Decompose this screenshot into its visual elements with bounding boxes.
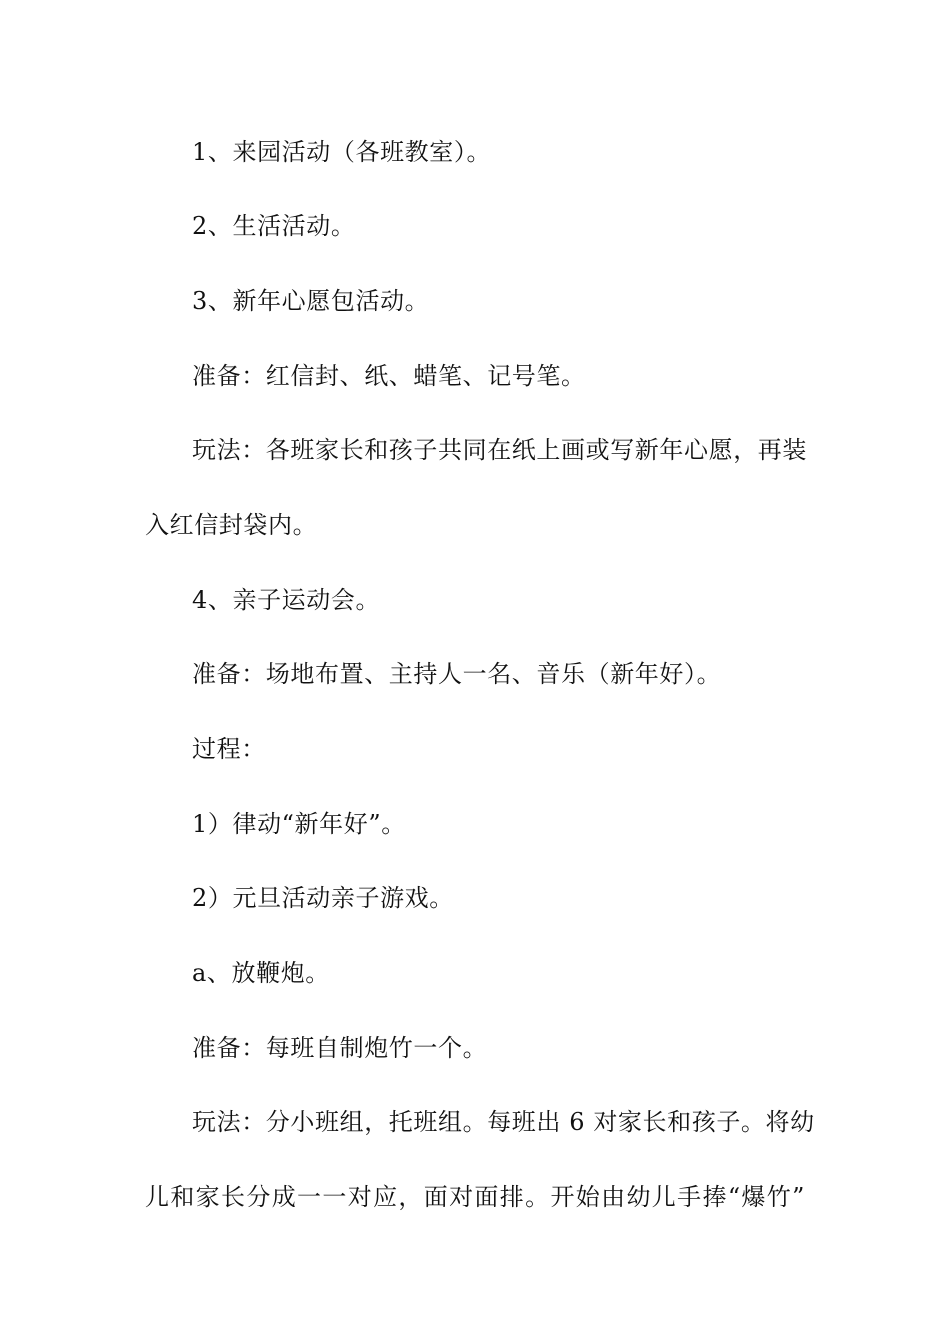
paragraph-line-12: a、放鞭炮。 — [192, 959, 330, 987]
paragraph-line-7: 4、亲子运动会。 — [192, 586, 381, 614]
paragraph-line-10: 1）律动“新年好”。 — [192, 810, 406, 838]
paragraph-line-14: 玩法：分小班组，托班组。每班出 6 对家长和孩子。将幼 — [192, 1108, 815, 1136]
paragraph-line-2: 2、生活活动。 — [192, 212, 356, 240]
paragraph-line-9: 过程： — [192, 735, 266, 763]
paragraph-line-3: 3、新年心愿包活动。 — [192, 287, 430, 315]
paragraph-line-13: 准备：每班自制炮竹一个。 — [192, 1034, 488, 1062]
paragraph-line-4: 准备：红信封、纸、蜡笔、记号笔。 — [192, 362, 586, 390]
paragraph-line-11: 2）元旦活动亲子游戏。 — [192, 884, 454, 912]
paragraph-line-8: 准备：场地布置、主持人一名、音乐（新年好）。 — [192, 660, 722, 688]
paragraph-line-15: 儿和家长分成一一对应，面对面排。开始由幼儿手捧“爆竹” — [145, 1183, 805, 1211]
paragraph-line-6: 入红信封袋内。 — [145, 511, 318, 539]
paragraph-line-1: 1、来园活动（各班教室）。 — [192, 138, 492, 166]
paragraph-line-5: 玩法：各班家长和孩子共同在纸上画或写新年心愿，再装 — [192, 436, 807, 464]
